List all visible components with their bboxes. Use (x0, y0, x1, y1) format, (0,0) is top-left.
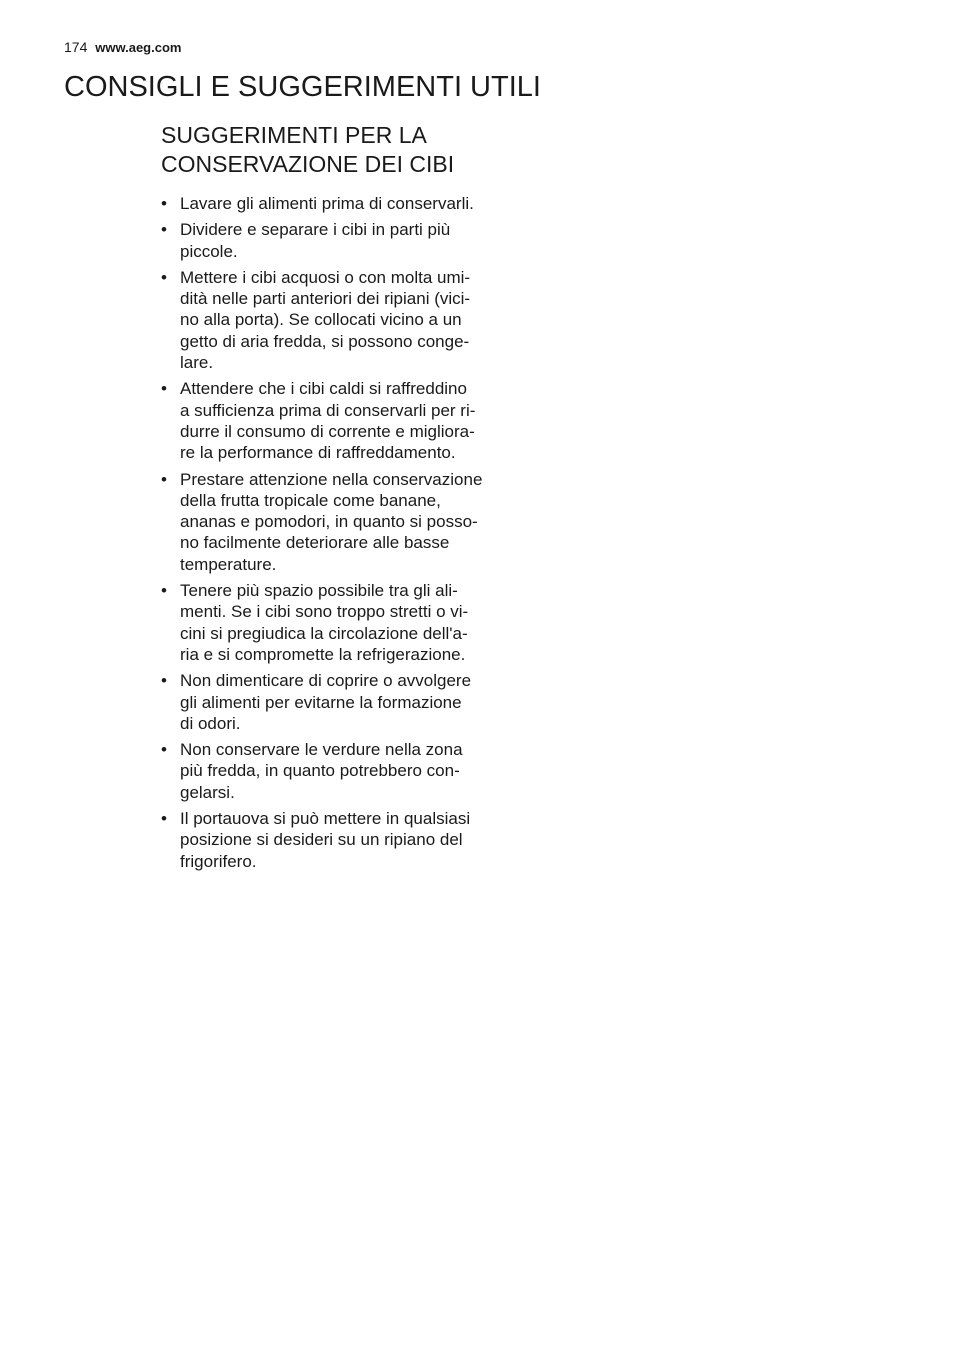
bullet-icon: • (161, 581, 167, 601)
section-title (161, 121, 521, 179)
tips-list (161, 193, 521, 872)
bullet-icon: • (161, 809, 167, 829)
list-item-text: Mettere i cibi acquosi o con molta umi- dità nelle parti anteriori dei ripiani (vici- no alla porta). Se collocati vicino a un getto di aria fredda, si possono conge- lare. (180, 267, 471, 373)
bullet-icon: • (161, 379, 167, 399)
page-header (64, 38, 181, 57)
list-item-text: Prestare attenzione nella conservazione della frutta tropicale come banane, ananas e pomodori, in quanto si posso- no facilmente deteriorare alle basse temperature. (180, 469, 483, 574)
website-link: www.aeg.com (95, 40, 182, 55)
chapter-title: CONSIGLI E SUGGERIMENTI UTILI (64, 71, 541, 103)
bullet-icon: • (161, 469, 167, 489)
list-item (161, 580, 521, 665)
list-item-text: Attendere che i cibi caldi si raffreddino a sufficienza prima di conservarli per ri- durre il consumo di corrente e migliora- re la performance di raffreddamento. (180, 379, 476, 463)
list-item (161, 193, 521, 214)
list-item (161, 219, 521, 262)
list-item-text: Tenere più spazio possibile tra gli ali- menti. Se i cibi sono troppo stretti o vi- cini si pregiudica la circolazione dell'a- ria e si compromette la refrigerazione. (180, 581, 469, 664)
list-item-text: Dividere e separare i cibi in parti più piccole. (180, 220, 451, 261)
list-item-text: Il portauova si può mettere in qualsiasi posizione si desideri su un ripiano del frigorifero. (180, 809, 471, 871)
bullet-icon: • (161, 671, 167, 691)
bullet-icon: • (161, 194, 167, 213)
page-number: 174 (64, 39, 88, 55)
bullet-icon: • (161, 267, 167, 287)
list-item (161, 378, 521, 463)
list-item (161, 808, 521, 872)
list-item (161, 469, 521, 575)
section-title-text: SUGGERIMENTI PER LA CONSERVAZIONE DEI CIBI (161, 122, 455, 177)
list-item (161, 267, 521, 373)
list-item-text: Non dimenticare di coprire o avvolgere gli alimenti per evitarne la formazione di odori. (180, 671, 472, 733)
bullet-icon: • (161, 740, 167, 760)
bullet-icon: • (161, 220, 167, 240)
list-item (161, 670, 521, 734)
list-item (161, 739, 521, 803)
storage-tips-section (161, 121, 521, 877)
list-item-text: Non conservare le verdure nella zona più fredda, in quanto potrebbero con- gelarsi. (180, 740, 463, 802)
list-item-text: Lavare gli alimenti prima di conservarli. (180, 194, 474, 213)
